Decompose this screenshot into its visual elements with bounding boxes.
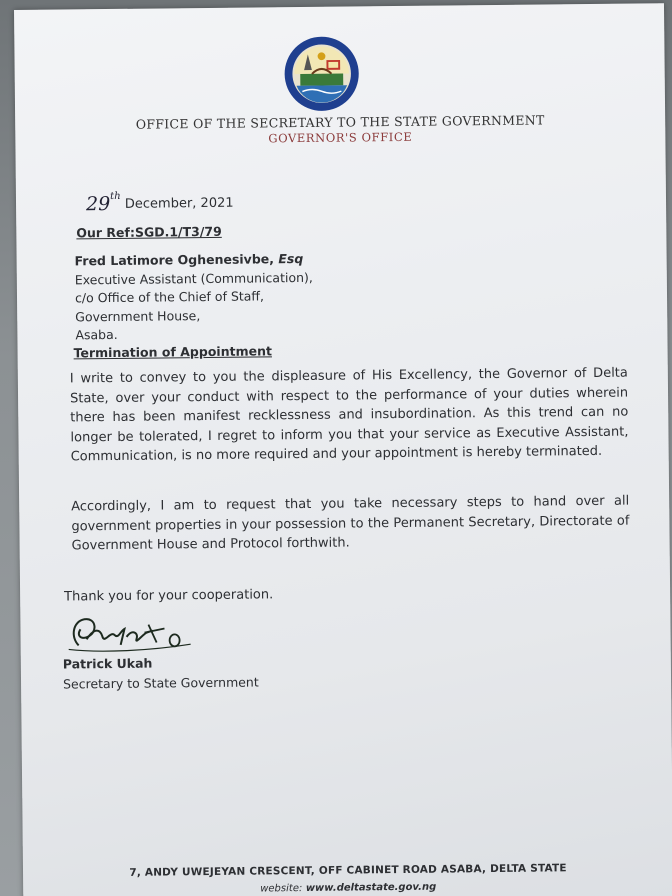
body-paragraph-2: Accordingly, I am to request that you take necessary steps to hand over all government properties in your possession to the Permanent Secretary, Directorate of Government House and Protocol forthwith.	[71, 493, 630, 554]
addressee-block	[75, 250, 314, 345]
handwritten-day: 29th	[85, 190, 121, 216]
body-paragraph-1: I write to convey to you the displeasure of His Excellency, the Governor of Delta State, over your conduct with respect to the performance of your duties wherein there has been manifest recklessness and insubordination. As this trend can no longer be tolerated, I regret to inform you that your service as Executive Assistant, Communication, is no more required and your appointment is hereby terminated.	[69, 365, 629, 465]
website-label: website:	[260, 883, 303, 895]
footer-website	[23, 879, 672, 896]
handwritten-signature	[60, 606, 201, 657]
delta-state-crest-icon	[282, 34, 361, 113]
office-heading: OFFICE OF THE SECRETARY TO THE STATE GOVERNMENT	[135, 112, 545, 132]
signer-name: Patrick Ukah	[62, 655, 153, 672]
addressee-line: Government House,	[75, 307, 201, 324]
addressee-line: Executive Assistant (Communication),	[74, 269, 313, 287]
date-month-year: December, 2021	[124, 195, 234, 212]
addressee-name: Fred Latimore Oghenesivbe, Esq	[74, 250, 304, 269]
signer-block	[63, 652, 259, 694]
letter-date	[86, 190, 234, 214]
footer-address: 7, ANDY UWEJEYAN CRESCENT, OFF CABINET ROAD ASABA, DELTA STATE	[129, 862, 567, 879]
addressee-line: c/o Office of the Chief of Staff,	[74, 288, 265, 306]
letter-subject: Termination of Appointment	[73, 343, 272, 361]
addressee-line: Asaba.	[75, 326, 118, 343]
reference-number: Our Ref:SGD.1/T3/79	[76, 223, 222, 241]
closing-line: Thank you for your cooperation.	[64, 587, 274, 605]
signer-title: Secretary to State Government	[62, 674, 259, 692]
letter-page	[14, 3, 672, 896]
website-url: www.deltastate.gov.ng	[305, 881, 437, 894]
sub-office-heading: GOVERNOR'S OFFICE	[268, 129, 413, 146]
